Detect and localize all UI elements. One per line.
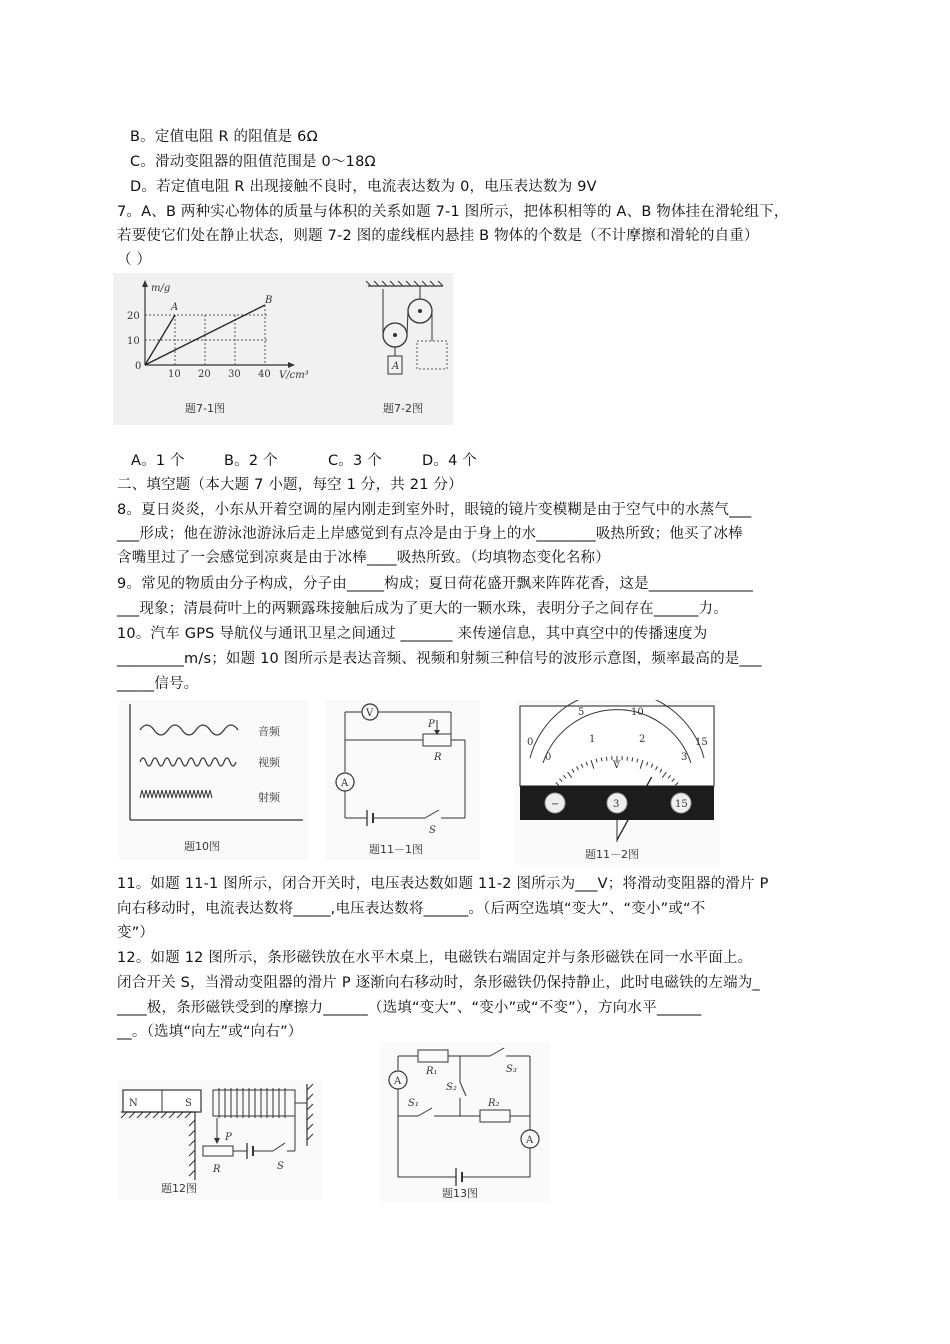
- q7-text-line1: 7。A、B 两种实心物体的质量与体积的关系如题 7-1 图所示，把体积相等的 A、B 物体挂在滑轮组下，: [117, 204, 789, 220]
- s3-label: S₃: [506, 1064, 517, 1075]
- upper-scale-0: 0: [527, 737, 534, 748]
- upper-scale-15: 15: [695, 737, 708, 748]
- figure-12-caption: 题12图: [161, 1182, 197, 1195]
- dial-unit-label: V: [613, 760, 621, 771]
- q7-option-d: D。4 个: [422, 453, 477, 469]
- figure-7: [113, 273, 453, 425]
- lower-scale-0: 0: [545, 752, 552, 763]
- q9-text-line2: ___现象；清晨荷叶上的两颗露珠接触后成为了更大的一颗水珠，表明分子之间存在______力。: [117, 601, 728, 617]
- q10-text-line3: _____信号。: [117, 676, 199, 692]
- q11-text-line3: 变”）: [117, 925, 155, 941]
- q7-text-line3: （ ）: [117, 252, 152, 268]
- terminal-3: 3: [613, 799, 620, 810]
- x-tick-30: 30: [228, 369, 241, 380]
- figure-10: [118, 700, 308, 860]
- q12-text-line3: ____极，条形磁铁受到的摩擦力______（选填“变大”、“变小”或“不变”），方向水平______: [117, 1000, 702, 1016]
- switch-s-label-12: S: [277, 1161, 284, 1172]
- q6-option-b: B。定值电阻 R 的阻值是 6Ω: [130, 129, 318, 145]
- q7-options: [131, 450, 861, 472]
- q12-text-line4: __。（选填“向左”或“向右”）: [117, 1024, 303, 1040]
- s2-label: S₂: [446, 1082, 457, 1093]
- dial-tick: [606, 757, 607, 761]
- rheostat-r-label-12: R: [213, 1164, 221, 1175]
- ammeter-label: A: [341, 778, 349, 789]
- x-tick-20: 20: [198, 369, 211, 380]
- terminal-negative: −: [551, 799, 560, 810]
- figure-7-1-caption: 题7-1图: [185, 402, 225, 415]
- radio-label: 射频: [258, 791, 280, 804]
- section-2-heading: 二、填空题（本大题 7 小题，每空 1 分，共 21 分）: [117, 477, 463, 493]
- figure-10-caption: 题10图: [184, 840, 220, 853]
- line-b-label: B: [265, 295, 273, 306]
- q10-text-line2: _________m/s；如题 10 图所示是表达音频、视频和射频三种信号的波形示意图，频率最高的是___: [117, 651, 762, 667]
- lower-scale-1: 1: [589, 734, 596, 745]
- figure-11-1-caption: 题11－1图: [369, 843, 423, 856]
- figure-11-2-caption: 题11－2图: [585, 848, 639, 861]
- line-a-label: A: [171, 302, 179, 313]
- q7-text-line2: 若要使它们处在静止状态，则题 7-2 图的虚线框内悬挂 B 物体的个数是（不计摩擦和滑轮的自重）: [117, 228, 759, 244]
- q8-text-line1: 8。夏日炎炎，小东从开着空调的屋内刚走到室外时，眼镜的镜片变模糊是由于空气中的水蒸气___: [117, 502, 752, 518]
- box-a-label: A: [392, 361, 400, 372]
- r1-label: R₁: [426, 1066, 438, 1077]
- x-axis-label: V/cm³: [279, 370, 309, 381]
- q11-text-line1: 11。如题 11-1 图所示，闭合开关时，电压表达数如题 11-2 图所示为___V；将滑动变阻器的滑片 P: [117, 876, 769, 892]
- ammeter-a1-label: A: [394, 1076, 402, 1087]
- q10-text-line1: 10。汽车 GPS 导航仪与通讯卫星之间通过 _______ 来传递信息，其中真空中的传播速度为: [117, 626, 708, 642]
- q6-option-c: C。滑动变阻器的阻值范围是 0～18Ω: [130, 154, 376, 170]
- x-tick-10: 10: [168, 369, 181, 380]
- x-tick-40: 40: [258, 369, 271, 380]
- q7-option-b: B。2 个: [224, 453, 278, 469]
- ammeter-a2-label: A: [526, 1135, 534, 1146]
- q9-text-line1: 9。常见的物质由分子构成，分子由_____构成；夏日荷花盛开飘来阵阵花香，这是______________: [117, 576, 754, 592]
- slider-p-label: P: [428, 719, 435, 730]
- q11-text-line2: 向右移动时，电流表达数将_____,电压表达数将______。（后两空选填“变大”、“变小”或“不: [117, 901, 706, 917]
- y-tick-20: 20: [127, 311, 140, 322]
- y-tick-10: 10: [127, 336, 140, 347]
- s1-label: S₁: [408, 1098, 419, 1109]
- q7-option-a: A。1 个: [131, 453, 185, 469]
- y-axis-label: m/g: [151, 283, 171, 294]
- lower-scale-2: 2: [639, 734, 646, 745]
- voltmeter-label: V: [366, 708, 374, 719]
- r2-label: R₂: [488, 1098, 500, 1109]
- figure-7-2-caption: 题7-2图: [383, 402, 423, 415]
- rheostat-r-label: R: [434, 752, 442, 763]
- magnet-n-label: N: [129, 1098, 138, 1109]
- audio-label: 音频: [258, 725, 280, 738]
- terminal-15: 15: [675, 799, 688, 810]
- q6-option-d: D。若定值电阻 R 出现接触不良时，电流表达数为 0，电压表达数为 9V: [130, 179, 597, 195]
- slider-p-label-12: P: [225, 1132, 232, 1143]
- magnet-s-label: S: [185, 1098, 192, 1109]
- upper-scale-10: 10: [631, 707, 644, 718]
- video-label: 视频: [258, 756, 280, 769]
- dial-tick: [627, 757, 628, 761]
- figure-11-1: [325, 700, 480, 860]
- figure-11-2: [515, 700, 720, 865]
- upper-scale-5: 5: [578, 707, 585, 718]
- switch-s-label: S: [429, 825, 436, 836]
- q12-text-line2: 闭合开关 S，当滑动变阻器的滑片 P 逐渐向右移动时，条形磁铁仍保持静止，此时电磁铁的左端为_: [117, 975, 760, 991]
- q8-text-line2: ___形成；他在游泳池游泳后走上岸感觉到有点冷是由于身上的水________吸热所致；他买了冰棒: [117, 526, 743, 542]
- lower-scale-3: 3: [681, 752, 688, 763]
- q8-text-line3: 含嘴里过了一会感觉到凉爽是由于冰棒____吸热所致。（均填物态变化名称）: [117, 550, 610, 566]
- q12-text-line1: 12。如题 12 图所示，条形磁铁放在水平木桌上，电磁铁右端固定并与条形磁铁在同一水平面上。: [117, 950, 753, 966]
- y-tick-0: 0: [135, 361, 142, 372]
- figure-12: [117, 1080, 322, 1200]
- figure-13: [380, 1042, 550, 1202]
- q7-option-c: C。3 个: [328, 453, 382, 469]
- figure-13-caption: 题13图: [442, 1187, 478, 1200]
